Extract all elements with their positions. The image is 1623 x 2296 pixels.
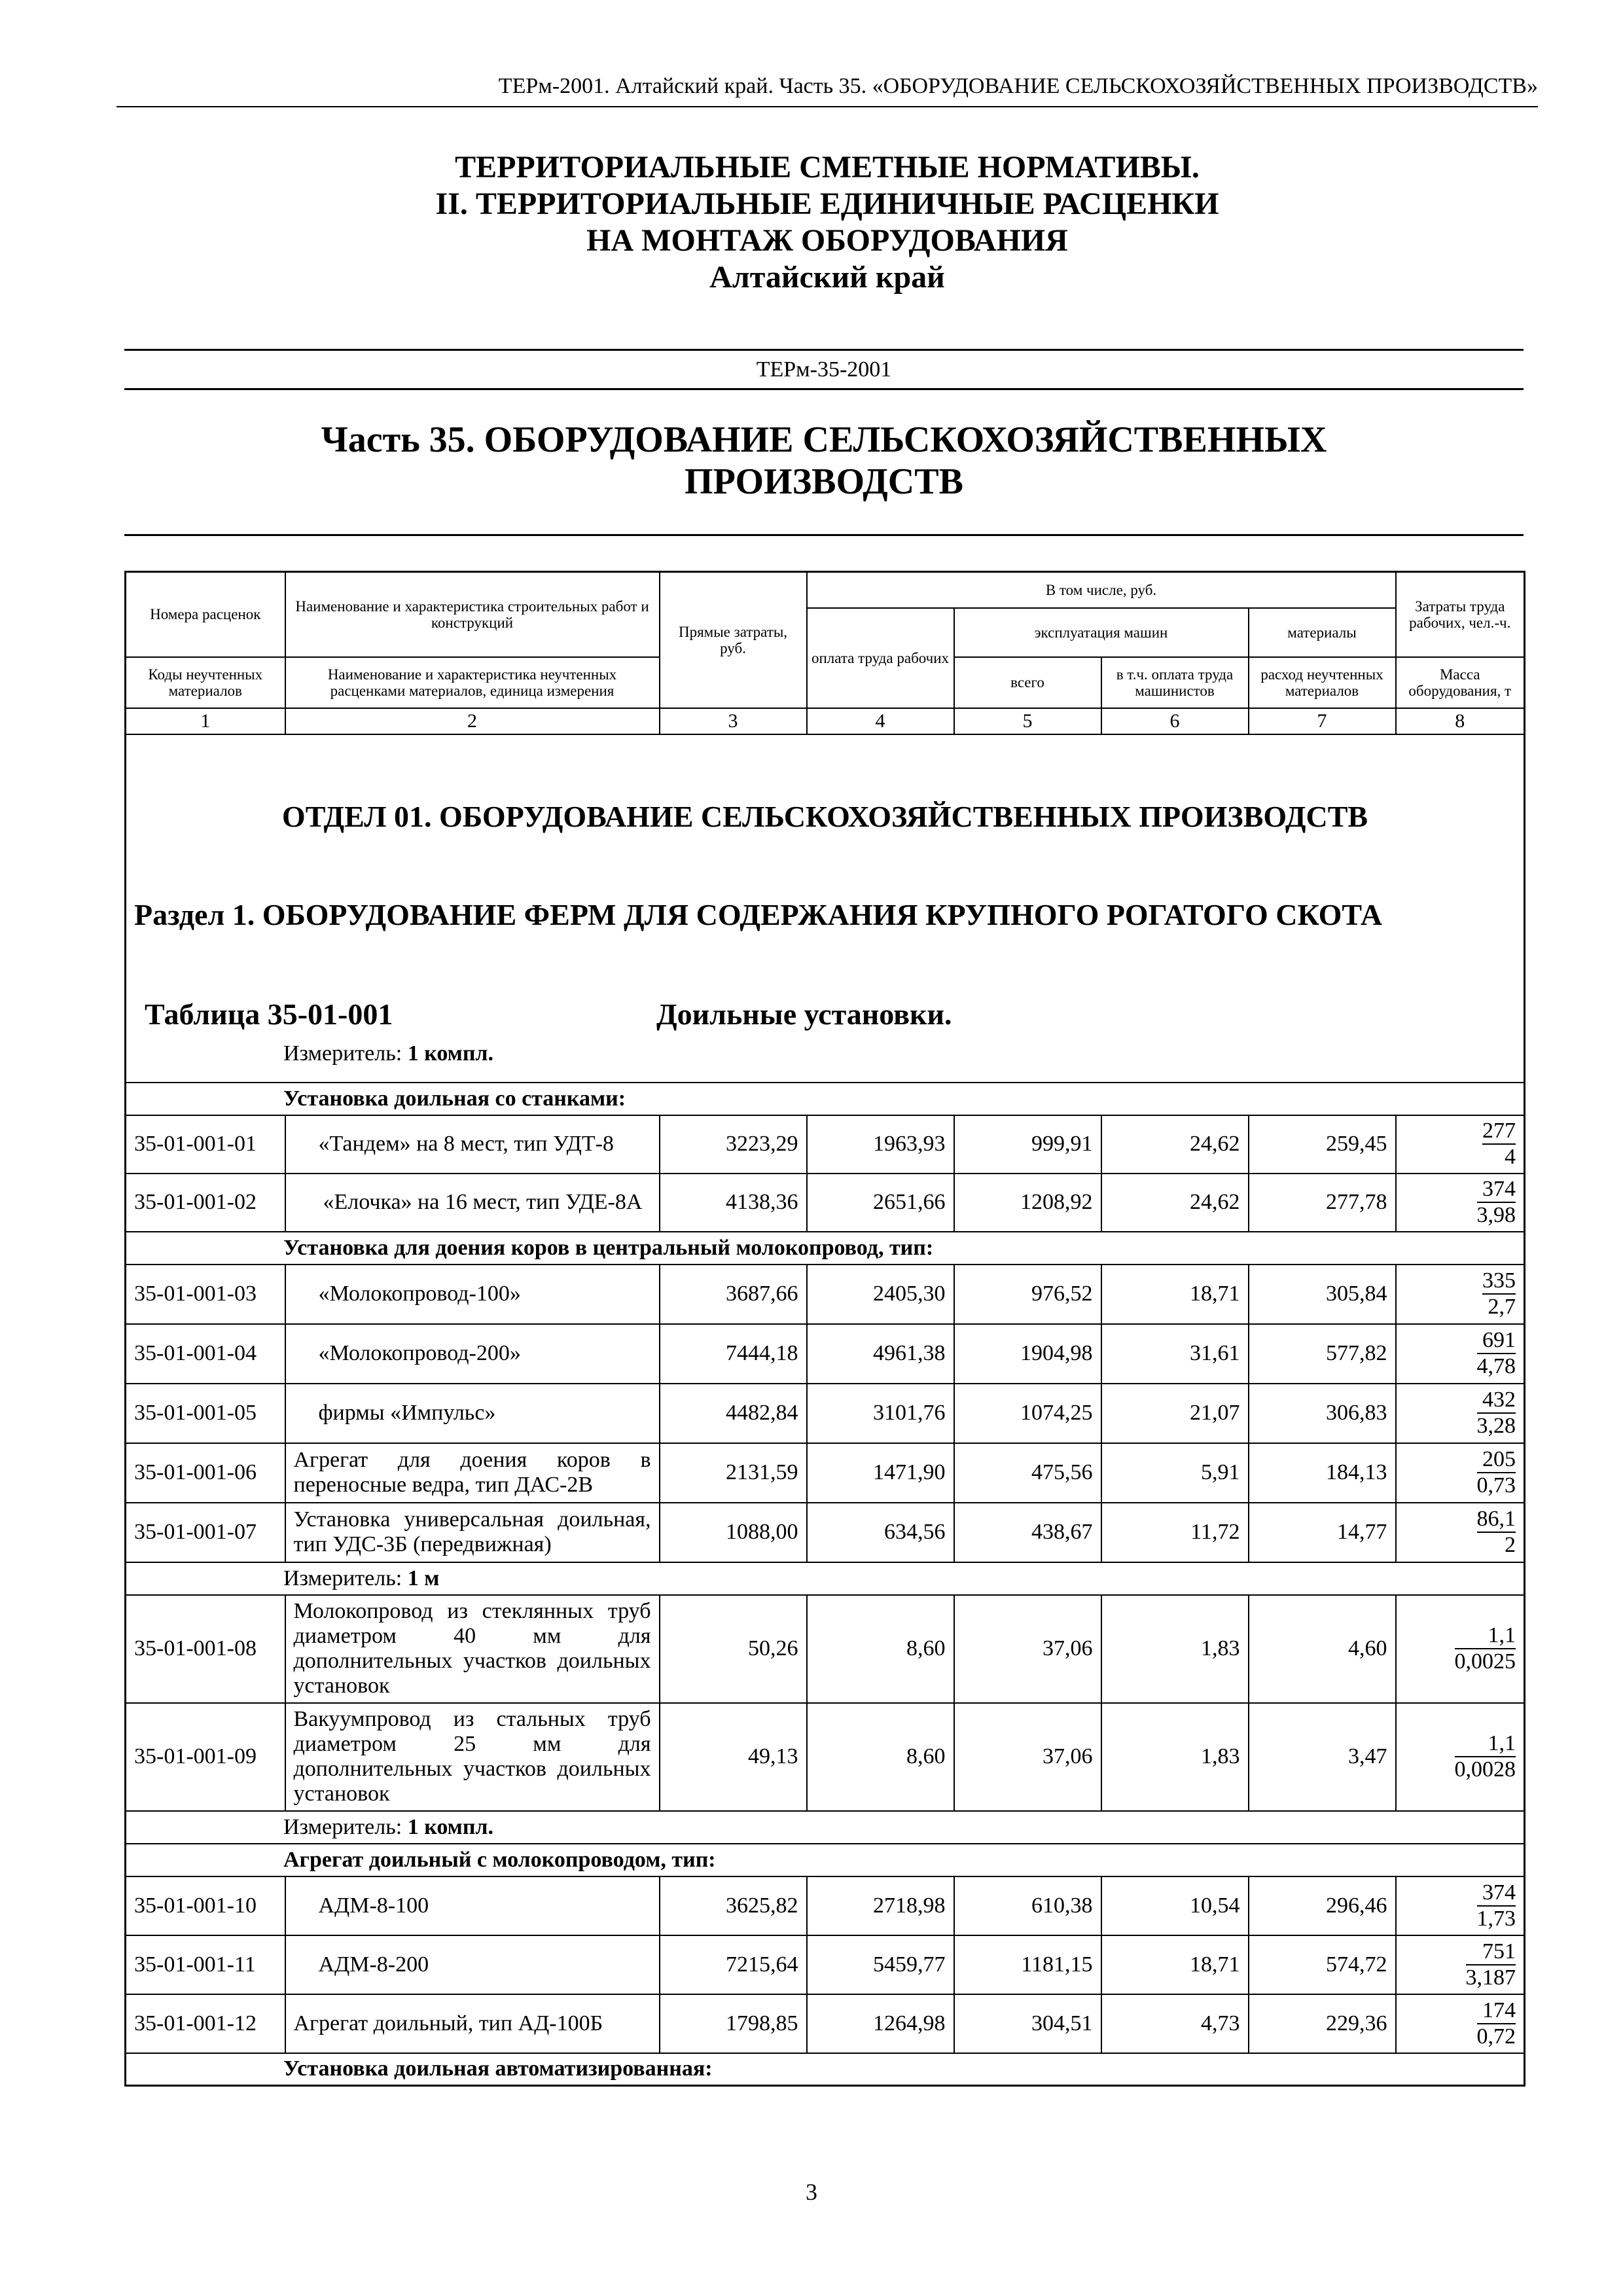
mass-value: 3,98 [1476, 1203, 1516, 1227]
title-line: НА МОНТАЖ ОБОРУДОВАНИЯ [586, 223, 1068, 258]
wages: 1963,93 [807, 1115, 954, 1174]
rate-code: 35-01-001-08 [126, 1595, 285, 1703]
unit-label: Измеритель: [283, 1041, 402, 1066]
labor-mass [1396, 1265, 1525, 1324]
hdr-material-name: Наименование и характеристика неучтенных расценками материалов, единица измерения [285, 657, 660, 708]
machines-total: 1904,98 [954, 1324, 1101, 1384]
direct-cost: 4482,84 [660, 1384, 807, 1443]
labor-mass [1396, 1443, 1525, 1503]
labor-value: 277 [1482, 1119, 1516, 1145]
wages: 2718,98 [807, 1876, 954, 1935]
rate-name: «Молокопровод-100» [285, 1265, 660, 1324]
mass-value: 2 [1505, 1533, 1516, 1557]
rate-code: 35-01-001-06 [126, 1443, 285, 1503]
rate-name: фирмы «Импульс» [285, 1384, 660, 1443]
machines-total: 610,38 [954, 1876, 1101, 1935]
direct-cost: 3687,66 [660, 1265, 807, 1324]
labor-value: 691 [1477, 1328, 1516, 1354]
machines-wages: 24,62 [1101, 1115, 1249, 1174]
hdr-machines-wages: в т.ч. оплата труда машинистов [1101, 657, 1249, 708]
machines-total: 475,56 [954, 1443, 1101, 1503]
section-heading: Раздел 1. ОБОРУДОВАНИЕ ФЕРМ ДЛЯ СОДЕРЖАНИЯ КРУПНОГО РОГАТОГО СКОТА [134, 897, 1383, 931]
mass-value: 2,7 [1488, 1295, 1516, 1319]
rate-name: «Елочка» на 16 мест, тип УДЕ-8А [285, 1174, 660, 1232]
rate-code: 35-01-001-10 [126, 1876, 285, 1935]
hdr-rate-numbers: Номера расценок [126, 572, 285, 657]
group-label: Установка для доения коров в центральный молокопровод, тип: [283, 1235, 934, 1260]
labor-mass [1396, 1384, 1525, 1443]
running-head: ТЕРм-2001. Алтайский край. Часть 35. «ОБОРУДОВАНИЕ СЕЛЬСКОХОЗЯЙСТВЕННЫХ ПРОИЗВОДСТВ» [116, 73, 1538, 107]
rate-code: 35-01-001-01 [126, 1115, 285, 1174]
unit-label: Измеритель: [283, 1814, 402, 1839]
wages: 8,60 [807, 1595, 954, 1703]
group-label: Установка доильная автоматизированная: [283, 2056, 713, 2081]
section-headings [126, 734, 1525, 1083]
labor-value: 1,1 [1455, 1731, 1516, 1757]
machines-wages: 24,62 [1101, 1174, 1249, 1232]
labor-value: 751 [1466, 1939, 1516, 1965]
hdr-mass: Масса оборудования, т [1396, 657, 1525, 708]
mass-value: 3,187 [1465, 1965, 1516, 1990]
rate-name: Молокопровод из стеклянных труб диаметром 40 мм для дополнительных участков доильных установок [285, 1595, 660, 1703]
col-number: 7 [1249, 708, 1396, 734]
group-heading [126, 1083, 1525, 1115]
direct-cost: 3625,82 [660, 1876, 807, 1935]
hdr-labor: Затраты труда рабочих, чел.-ч. [1396, 572, 1525, 657]
rate-name: Установка универсальная доильная, тип УДС-3Б (передвижная) [285, 1503, 660, 1562]
rate-name: «Молокопровод-200» [285, 1324, 660, 1384]
rate-name: Вакуумпровод из стальных труб диаметром 25 мм для дополнительных участков доильных установок [285, 1703, 660, 1811]
wages: 4961,38 [807, 1324, 954, 1384]
labor-mass [1396, 1324, 1525, 1384]
rate-code: 35-01-001-07 [126, 1503, 285, 1562]
col-number: 5 [954, 708, 1101, 734]
machines-total: 1208,92 [954, 1174, 1101, 1232]
machines-wages: 1,83 [1101, 1703, 1249, 1811]
machines-wages: 31,61 [1101, 1324, 1249, 1384]
machines-wages: 5,91 [1101, 1443, 1249, 1503]
machines-total: 37,06 [954, 1703, 1101, 1811]
rate-code: 35-01-001-11 [126, 1935, 285, 1994]
mass-value: 0,73 [1476, 1473, 1516, 1498]
hdr-materials: материалы [1249, 608, 1396, 657]
machines-total: 1074,25 [954, 1384, 1101, 1443]
materials: 577,82 [1249, 1324, 1396, 1384]
wages: 5459,77 [807, 1935, 954, 1994]
materials: 296,46 [1249, 1876, 1396, 1935]
mass-value: 4 [1505, 1145, 1516, 1169]
table-number: Таблица 35-01-001 [145, 997, 393, 1031]
labor-mass [1396, 1935, 1525, 1994]
unit-label: Измеритель: [283, 1566, 402, 1590]
labor-value: 174 [1477, 1998, 1516, 2024]
rate-code: 35-01-001-09 [126, 1703, 285, 1811]
machines-total: 976,52 [954, 1265, 1101, 1324]
page-number: 3 [806, 2179, 817, 2205]
unit-value: 1 компл. [407, 1041, 494, 1066]
materials: 229,36 [1249, 1994, 1396, 2053]
col-number: 8 [1396, 708, 1525, 734]
machines-wages: 18,71 [1101, 1265, 1249, 1324]
wages: 3101,76 [807, 1384, 954, 1443]
title-line: II. ТЕРРИТОРИАЛЬНЫЕ ЕДИНИЧНЫЕ РАСЦЕНКИ [435, 187, 1219, 221]
hdr-direct-costs: Прямые затраты, руб. [660, 572, 807, 708]
labor-value: 335 [1482, 1268, 1516, 1295]
rate-code: 35-01-001-03 [126, 1265, 285, 1324]
mass-value: 1,73 [1476, 1906, 1516, 1931]
machines-total: 438,67 [954, 1503, 1101, 1562]
machines-total: 37,06 [954, 1595, 1101, 1703]
wages: 1471,90 [807, 1443, 954, 1503]
materials: 277,78 [1249, 1174, 1396, 1232]
labor-mass [1396, 1503, 1525, 1562]
labor-mass [1396, 1994, 1525, 2053]
part-title-line: Часть 35. ОБОРУДОВАНИЕ СЕЛЬСКОХОЗЯЙСТВЕННЫХ [321, 420, 1327, 460]
direct-cost: 7444,18 [660, 1324, 807, 1384]
labor-value: 374 [1477, 1880, 1516, 1907]
hdr-work-name: Наименование и характеристика строительных работ и конструкций [285, 572, 660, 657]
direct-cost: 49,13 [660, 1703, 807, 1811]
rates-table [124, 571, 1525, 2087]
col-number: 2 [285, 708, 660, 734]
mass-value: 4,78 [1476, 1354, 1516, 1378]
col-number: 1 [126, 708, 285, 734]
title-region: Алтайский край [709, 260, 945, 295]
rate-name: Агрегат для доения коров в переносные ведра, тип ДАС-2В [285, 1443, 660, 1503]
hdr-material-codes: Коды неучтенных материалов [126, 657, 285, 708]
rate-code: 35-01-001-04 [126, 1324, 285, 1384]
rate-name: «Тандем» на 8 мест, тип УДТ-8 [285, 1115, 660, 1174]
col-number: 4 [807, 708, 954, 734]
direct-cost: 3223,29 [660, 1115, 807, 1174]
unit-of-measure [283, 1037, 493, 1070]
materials: 259,45 [1249, 1115, 1396, 1174]
wages: 8,60 [807, 1703, 954, 1811]
rate-code: 35-01-001-02 [126, 1174, 285, 1232]
direct-cost: 1798,85 [660, 1994, 807, 2053]
materials: 14,77 [1249, 1503, 1396, 1562]
rate-name: АДМ-8-200 [285, 1935, 660, 1994]
hdr-including: В том числе, руб. [807, 572, 1396, 608]
machines-total: 1181,15 [954, 1935, 1101, 1994]
labor-mass [1396, 1876, 1525, 1935]
labor-value: 205 [1477, 1447, 1516, 1473]
wages: 634,56 [807, 1503, 954, 1562]
machines-wages: 18,71 [1101, 1935, 1249, 1994]
materials: 4,60 [1249, 1595, 1396, 1703]
machines-wages: 4,73 [1101, 1994, 1249, 2053]
labor-value: 86,1 [1477, 1507, 1516, 1533]
labor-mass [1396, 1595, 1525, 1703]
direct-cost: 4138,36 [660, 1174, 807, 1232]
divider [124, 534, 1524, 536]
rate-code: 35-01-001-12 [126, 1994, 285, 2053]
direct-cost: 50,26 [660, 1595, 807, 1703]
materials: 574,72 [1249, 1935, 1396, 1994]
col-number: 3 [660, 708, 807, 734]
machines-wages: 21,07 [1101, 1384, 1249, 1443]
labor-value: 1,1 [1455, 1623, 1516, 1649]
table-name: Доильные установки. [656, 997, 952, 1031]
direct-cost: 1088,00 [660, 1503, 807, 1562]
department-heading: ОТДЕЛ 01. ОБОРУДОВАНИЕ СЕЛЬСКОХОЗЯЙСТВЕННЫХ ПРОИЗВОДСТВ [281, 799, 1368, 833]
labor-mass [1396, 1174, 1525, 1232]
mass-value: 0,0025 [1454, 1649, 1516, 1674]
rate-name: Агрегат доильный, тип АД-100Б [285, 1994, 660, 2053]
direct-cost: 2131,59 [660, 1443, 807, 1503]
machines-wages: 11,72 [1101, 1503, 1249, 1562]
col-number: 6 [1101, 708, 1249, 734]
rate-name: АДМ-8-100 [285, 1876, 660, 1935]
hdr-machines: эксплуатация машин [954, 608, 1249, 657]
labor-value: 374 [1477, 1177, 1516, 1203]
machines-wages: 10,54 [1101, 1876, 1249, 1935]
unit-row [126, 1562, 1525, 1595]
machines-wages: 1,83 [1101, 1595, 1249, 1703]
group-heading [126, 1232, 1525, 1265]
part-title-line: ПРОИЗВОДСТВ [685, 461, 963, 502]
mass-value: 3,28 [1476, 1414, 1516, 1438]
hdr-materials-unaccounted: расход неучтенных материалов [1249, 657, 1396, 708]
direct-cost: 7215,64 [660, 1935, 807, 1994]
group-label: Агрегат доильный с молокопроводом, тип: [283, 1847, 716, 1872]
hdr-machines-total: всего [954, 657, 1101, 708]
wages: 2651,66 [807, 1174, 954, 1232]
wages: 1264,98 [807, 1994, 954, 2053]
hdr-wages: оплата труда рабочих [807, 608, 954, 708]
rate-code: 35-01-001-05 [126, 1384, 285, 1443]
materials: 3,47 [1249, 1703, 1396, 1811]
materials: 184,13 [1249, 1443, 1396, 1503]
unit-row [126, 1811, 1525, 1844]
group-heading [126, 2053, 1525, 2086]
doc-code: ТЕРм-35-2001 [124, 349, 1524, 390]
document-title [116, 149, 1538, 296]
title-line: ТЕРРИТОРИАЛЬНЫЕ СМЕТНЫЕ НОРМАТИВЫ. [455, 150, 1200, 185]
materials: 306,83 [1249, 1384, 1396, 1443]
group-label: Установка доильная со станками: [283, 1086, 626, 1111]
unit-value: 1 компл. [407, 1814, 494, 1839]
mass-value: 0,0028 [1454, 1757, 1516, 1782]
part-title [124, 419, 1524, 503]
unit-value: 1 м [407, 1566, 440, 1590]
mass-value: 0,72 [1476, 2024, 1516, 2049]
wages: 2405,30 [807, 1265, 954, 1324]
group-heading [126, 1844, 1525, 1876]
machines-total: 304,51 [954, 1994, 1101, 2053]
materials: 305,84 [1249, 1265, 1396, 1324]
machines-total: 999,91 [954, 1115, 1101, 1174]
labor-value: 432 [1477, 1388, 1516, 1414]
labor-mass [1396, 1115, 1525, 1174]
labor-mass [1396, 1703, 1525, 1811]
